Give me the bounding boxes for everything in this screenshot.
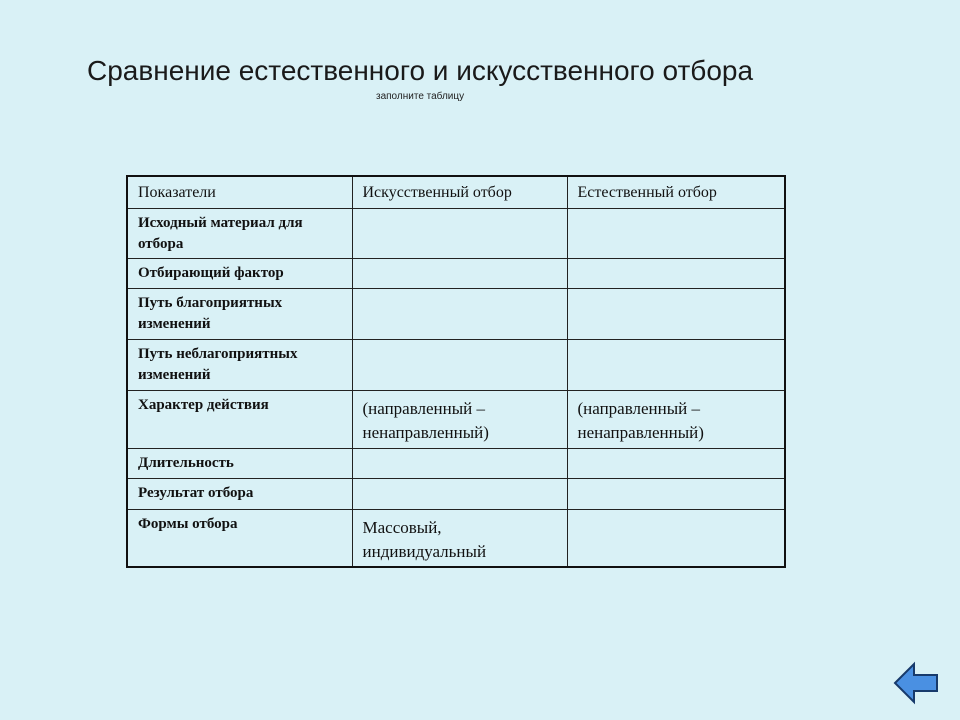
natural-cell[interactable] xyxy=(567,479,785,510)
natural-cell[interactable] xyxy=(567,209,785,259)
left-arrow-icon xyxy=(893,660,939,706)
natural-cell[interactable] xyxy=(567,259,785,289)
artificial-cell[interactable] xyxy=(352,259,567,289)
slide-subtitle: заполните таблицу xyxy=(376,91,465,102)
row-label: Исходный материал для отбора xyxy=(127,209,352,259)
header-natural-selection: Естественный отбор xyxy=(567,176,785,209)
back-button[interactable] xyxy=(893,660,939,706)
natural-cell[interactable] xyxy=(567,510,785,568)
artificial-cell[interactable]: (направленный – ненаправленный) xyxy=(352,391,567,449)
header-indicators: Показатели xyxy=(127,176,352,209)
natural-cell[interactable]: (направленный – ненаправленный) xyxy=(567,391,785,449)
artificial-cell[interactable] xyxy=(352,209,567,259)
table-row xyxy=(127,259,785,289)
comparison-table xyxy=(126,175,786,568)
natural-cell[interactable] xyxy=(567,449,785,479)
artificial-cell[interactable]: Массовый, индивидуальный xyxy=(352,510,567,568)
table-row xyxy=(127,391,785,449)
row-label: Отбирающий фактор xyxy=(127,259,352,289)
table-row xyxy=(127,289,785,340)
header-artificial-selection: Искусственный отбор xyxy=(352,176,567,209)
artificial-cell[interactable] xyxy=(352,479,567,510)
table-row xyxy=(127,449,785,479)
row-label: Путь благоприятных изменений xyxy=(127,289,352,340)
row-label: Результат отбора xyxy=(127,479,352,510)
natural-cell[interactable] xyxy=(567,289,785,340)
row-label: Формы отбора xyxy=(127,510,352,568)
table-header-row xyxy=(127,176,785,209)
row-label: Характер действия xyxy=(127,391,352,449)
natural-cell[interactable] xyxy=(567,340,785,391)
table-row xyxy=(127,340,785,391)
artificial-cell[interactable] xyxy=(352,340,567,391)
table-row xyxy=(127,510,785,568)
artificial-cell[interactable] xyxy=(352,449,567,479)
table-row xyxy=(127,479,785,510)
slide-title: Сравнение естественного и искусственного отбора xyxy=(87,55,754,86)
arrow-shape xyxy=(895,664,937,702)
row-label: Путь неблагоприятных изменений xyxy=(127,340,352,391)
row-label: Длительность xyxy=(127,449,352,479)
table-row xyxy=(127,209,785,259)
artificial-cell[interactable] xyxy=(352,289,567,340)
